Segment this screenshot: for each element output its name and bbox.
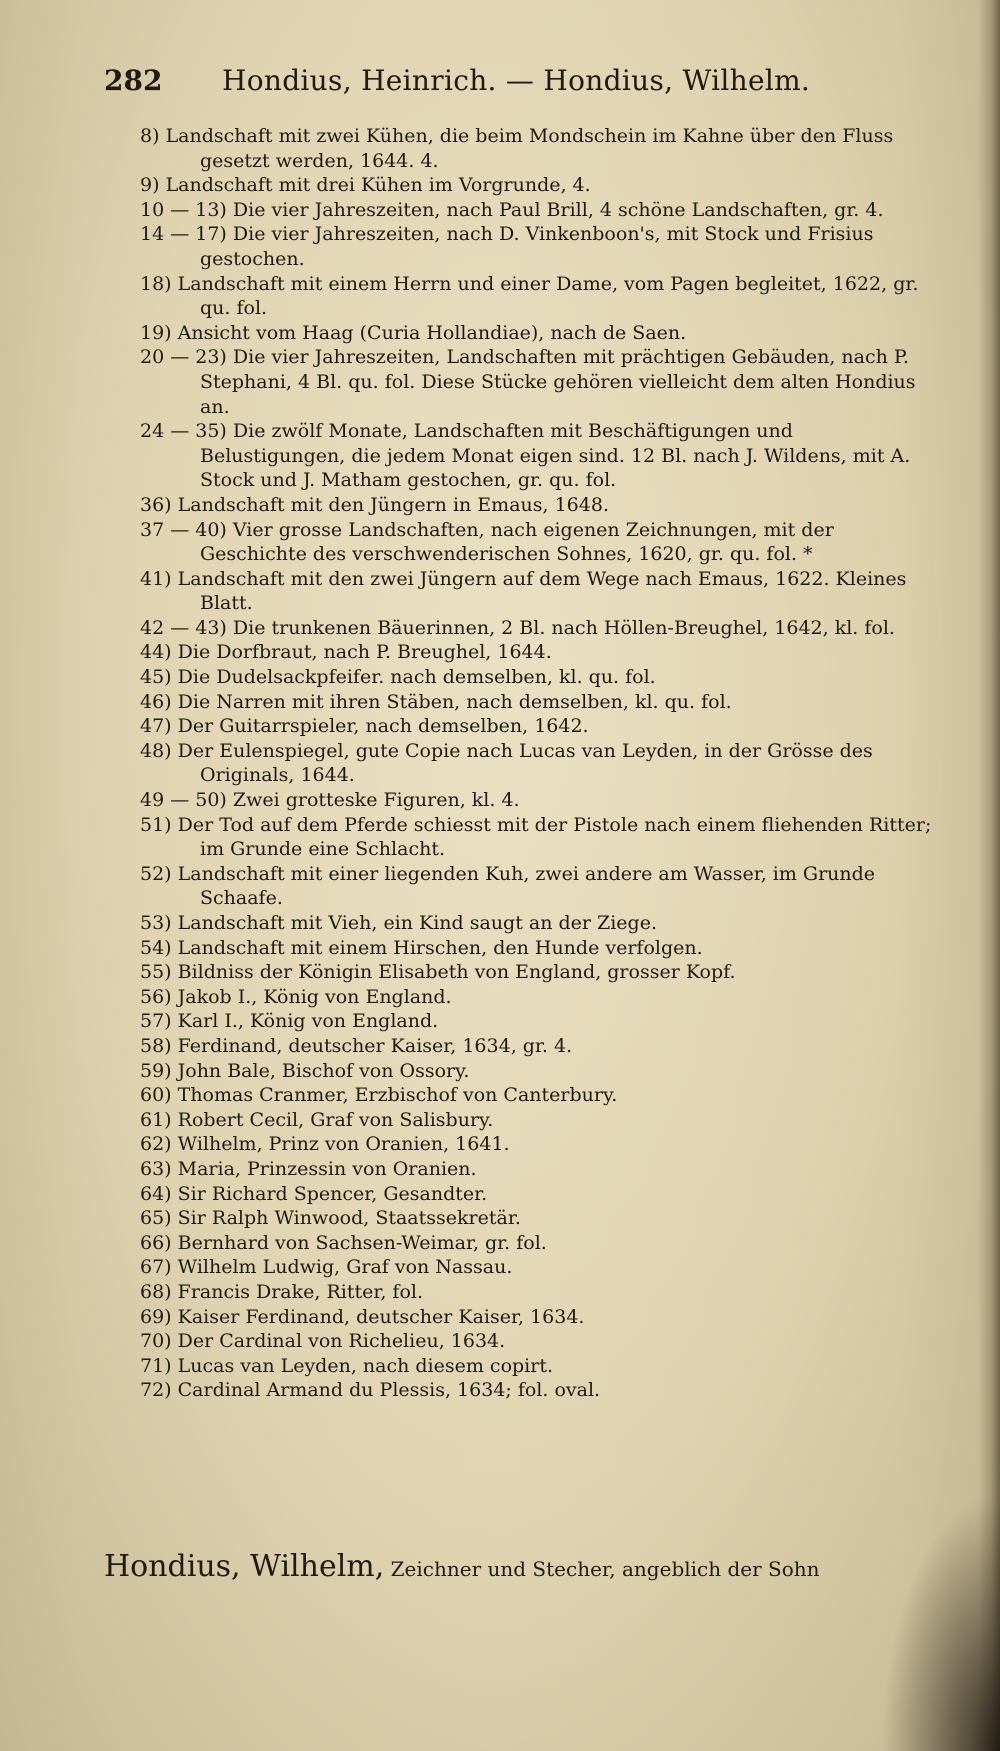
entry-number: 72) — [140, 1379, 172, 1402]
entry-text: Landschaft mit den zwei Jüngern auf dem Wege nach Emaus, 1622. Kleines Blatt. — [177, 567, 907, 615]
entry-text: Wilhelm Ludwig, Graf von Nassau. — [177, 1256, 513, 1279]
catalogue-entry — [140, 272, 940, 321]
entry-text: Ferdinand, deutscher Kaiser, 1634, gr. 4. — [177, 1034, 573, 1057]
catalogue-entry — [140, 813, 940, 862]
entry-text: Landschaft mit zwei Kühen, die beim Mondschein im Kahne über den Fluss gesetzt werden, 1644. 4. — [165, 125, 894, 172]
catalogue-entries — [140, 124, 940, 1403]
entry-text: John Bale, Bischof von Ossory. — [177, 1059, 470, 1082]
article-opening-text: Zeichner und Stecher, angeblich der Sohn — [390, 1557, 820, 1581]
entry-number: 20 — 23) — [140, 346, 227, 369]
entry-text: Jakob I., König von England. — [177, 985, 452, 1008]
catalogue-entry — [140, 936, 940, 961]
entry-text: Bildniss der Königin Elisabeth von England, grosser Kopf. — [177, 961, 736, 984]
entry-number: 46) — [140, 690, 172, 713]
entry-text: Die Dorfbraut, nach P. Breughel, 1644. — [177, 641, 552, 664]
entry-text: Sir Richard Spencer, Gesandter. — [177, 1182, 488, 1205]
catalogue-entry — [140, 198, 940, 223]
entry-text: Thomas Cranmer, Erzbischof von Canterbury. — [177, 1084, 618, 1107]
entry-number: 49 — 50) — [140, 789, 227, 812]
entry-text: Robert Cecil, Graf von Salisbury. — [177, 1108, 494, 1131]
catalogue-entry — [140, 1206, 940, 1231]
entry-number: 60) — [140, 1084, 172, 1107]
entry-text: Sir Ralph Winwood, Staatssekretär. — [177, 1207, 521, 1230]
catalogue-entry — [140, 1255, 940, 1280]
entry-text: Francis Drake, Ritter, fol. — [177, 1280, 424, 1303]
entry-number: 14 — 17) — [140, 223, 227, 246]
catalogue-entry — [140, 960, 940, 985]
entry-number: 67) — [140, 1256, 172, 1279]
catalogue-entry — [140, 321, 940, 346]
entry-number: 41) — [140, 567, 172, 590]
entry-text: Cardinal Armand du Plessis, 1634; fol. oval. — [177, 1379, 601, 1402]
catalogue-entry — [140, 1083, 940, 1108]
catalogue-entry — [140, 640, 940, 665]
entry-number: 42 — 43) — [140, 616, 227, 639]
next-article — [104, 1549, 944, 1584]
catalogue-entry — [140, 124, 940, 173]
page-header — [104, 64, 864, 108]
catalogue-entry — [140, 222, 940, 271]
catalogue-entry — [140, 1059, 940, 1084]
entry-number: 51) — [140, 813, 172, 836]
entry-number: 66) — [140, 1231, 172, 1254]
artist-name: Hondius, Wilhelm, — [104, 1549, 385, 1584]
catalogue-entry — [140, 665, 940, 690]
catalogue-entry — [140, 567, 940, 616]
entry-number: 37 — 40) — [140, 518, 227, 541]
catalogue-entry — [140, 911, 940, 936]
entry-text: Der Eulenspiegel, gute Copie nach Lucas van Leyden, in der Grösse des Originals, 1644. — [177, 739, 873, 787]
entry-number: 56) — [140, 985, 172, 1008]
entry-text: Die vier Jahreszeiten, Landschaften mit prächtigen Gebäuden, nach P. Stephani, 4 Bl. qu. fol. Diese Stücke gehören vielleicht dem alten Hondius an. — [200, 346, 916, 418]
entry-text: Maria, Prinzessin von Oranien. — [177, 1157, 477, 1180]
catalogue-entry — [140, 1009, 940, 1034]
catalogue-entry — [140, 518, 940, 567]
entry-number: 71) — [140, 1354, 172, 1377]
entry-text: Landschaft mit einer liegenden Kuh, zwei andere am Wasser, im Grunde Schaafe. — [177, 862, 876, 910]
catalogue-entry — [140, 616, 940, 641]
entry-number: 47) — [140, 715, 172, 738]
entry-number: 58) — [140, 1034, 172, 1057]
catalogue-entry — [140, 419, 940, 493]
running-title: Hondius, Heinrich. — Hondius, Wilhelm. — [222, 64, 811, 97]
entry-number: 52) — [140, 862, 172, 885]
catalogue-entry — [140, 493, 940, 518]
page-number: 282 — [104, 64, 163, 97]
entry-number: 55) — [140, 961, 172, 984]
entry-text: Die vier Jahreszeiten, nach Paul Brill, 4 schöne Landschaften, gr. 4. — [232, 198, 884, 221]
catalogue-entry — [140, 1378, 940, 1403]
entry-text: Landschaft mit drei Kühen im Vorgrunde, 4. — [165, 174, 591, 197]
page-edge-shadow — [978, 0, 1000, 1751]
entry-number: 59) — [140, 1059, 172, 1082]
entry-text: Vier grosse Landschaften, nach eigenen Zeichnungen, mit der Geschichte des verschwenderischen Sohnes, 1620, gr. qu. fol. * — [200, 518, 834, 566]
entry-text: Landschaft mit Vieh, ein Kind saugt an der Ziege. — [177, 912, 658, 934]
entry-text: Karl I., König von England. — [177, 1010, 439, 1033]
entry-number: 18) — [140, 272, 172, 295]
entry-number: 9) — [140, 174, 160, 197]
entry-text: Die vier Jahreszeiten, nach D. Vinkenboon's, mit Stock und Frisius gestochen. — [200, 223, 874, 270]
catalogue-entry — [140, 862, 940, 911]
catalogue-entry — [140, 1182, 940, 1207]
entry-text: Wilhelm, Prinz von Oranien, 1641. — [177, 1133, 510, 1156]
catalogue-entry — [140, 173, 940, 198]
entry-text: Die Narren mit ihren Stäben, nach demselben, kl. qu. fol. — [177, 690, 732, 713]
entry-text: Die zwölf Monate, Landschaften mit Beschäftigungen und Belustigungen, die jedem Monat eigen sind. 12 Bl. nach J. Wildens, mit A. Stock und J. Matham gestochen, gr. qu. fol. — [200, 420, 911, 492]
catalogue-entry — [140, 345, 940, 419]
catalogue-entry — [140, 1280, 940, 1305]
entry-number: 36) — [140, 493, 172, 516]
entry-number: 63) — [140, 1157, 172, 1180]
catalogue-entry — [140, 1329, 940, 1354]
entry-number: 8) — [140, 125, 160, 147]
catalogue-entry — [140, 690, 940, 715]
catalogue-entry — [140, 985, 940, 1010]
entry-text: Landschaft mit den Jüngern in Emaus, 1648. — [177, 493, 609, 516]
entry-number: 24 — 35) — [140, 420, 227, 443]
entry-number: 45) — [140, 666, 172, 689]
catalogue-entry — [140, 1231, 940, 1256]
entry-text: Landschaft mit einem Hirschen, den Hunde verfolgen. — [177, 936, 703, 959]
catalogue-entry — [140, 1305, 940, 1330]
catalogue-entry — [140, 1157, 940, 1182]
entry-number: 61) — [140, 1108, 172, 1131]
entry-number: 53) — [140, 912, 172, 934]
entry-number: 44) — [140, 641, 172, 664]
entry-text: Kaiser Ferdinand, deutscher Kaiser, 1634. — [177, 1305, 585, 1328]
catalogue-entry — [140, 714, 940, 739]
entry-number: 70) — [140, 1330, 172, 1353]
entry-text: Zwei grotteske Figuren, kl. 4. — [232, 789, 520, 812]
entry-text: Lucas van Leyden, nach diesem copirt. — [177, 1354, 554, 1377]
entry-number: 62) — [140, 1133, 172, 1156]
entry-number: 48) — [140, 739, 172, 762]
entry-number: 10 — 13) — [140, 198, 227, 221]
entry-text: Die trunkenen Bäuerinnen, 2 Bl. nach Höllen-Breughel, 1642, kl. fol. — [232, 616, 895, 639]
catalogue-entry — [140, 1132, 940, 1157]
entry-text: Der Cardinal von Richelieu, 1634. — [177, 1330, 506, 1353]
entry-text: Landschaft mit einem Herrn und einer Dame, vom Pagen begleitet, 1622, gr. qu. fol. — [177, 272, 919, 320]
entry-number: 68) — [140, 1280, 172, 1303]
entry-number: 57) — [140, 1010, 172, 1033]
entry-text: Der Tod auf dem Pferde schiesst mit der Pistole nach einem fliehenden Ritter; im Grunde eine Schlacht. — [177, 813, 932, 861]
entry-number: 65) — [140, 1207, 172, 1230]
entry-number: 19) — [140, 321, 172, 344]
entry-text: Der Guitarrspieler, nach demselben, 1642. — [177, 715, 589, 738]
entry-number: 64) — [140, 1182, 172, 1205]
entry-text: Die Dudelsackpfeifer. nach demselben, kl. qu. fol. — [177, 666, 656, 689]
catalogue-entry — [140, 1354, 940, 1379]
catalogue-entry — [140, 788, 940, 813]
entry-text: Ansicht vom Haag (Curia Hollandiae), nach de Saen. — [177, 321, 687, 344]
entry-number: 69) — [140, 1305, 172, 1328]
catalogue-entry — [140, 1108, 940, 1133]
entry-number: 54) — [140, 936, 172, 959]
catalogue-entry — [140, 1034, 940, 1059]
page-corner-shadow — [880, 1491, 1000, 1751]
catalogue-entry — [140, 739, 940, 788]
entry-text: Bernhard von Sachsen-Weimar, gr. fol. — [177, 1231, 547, 1254]
